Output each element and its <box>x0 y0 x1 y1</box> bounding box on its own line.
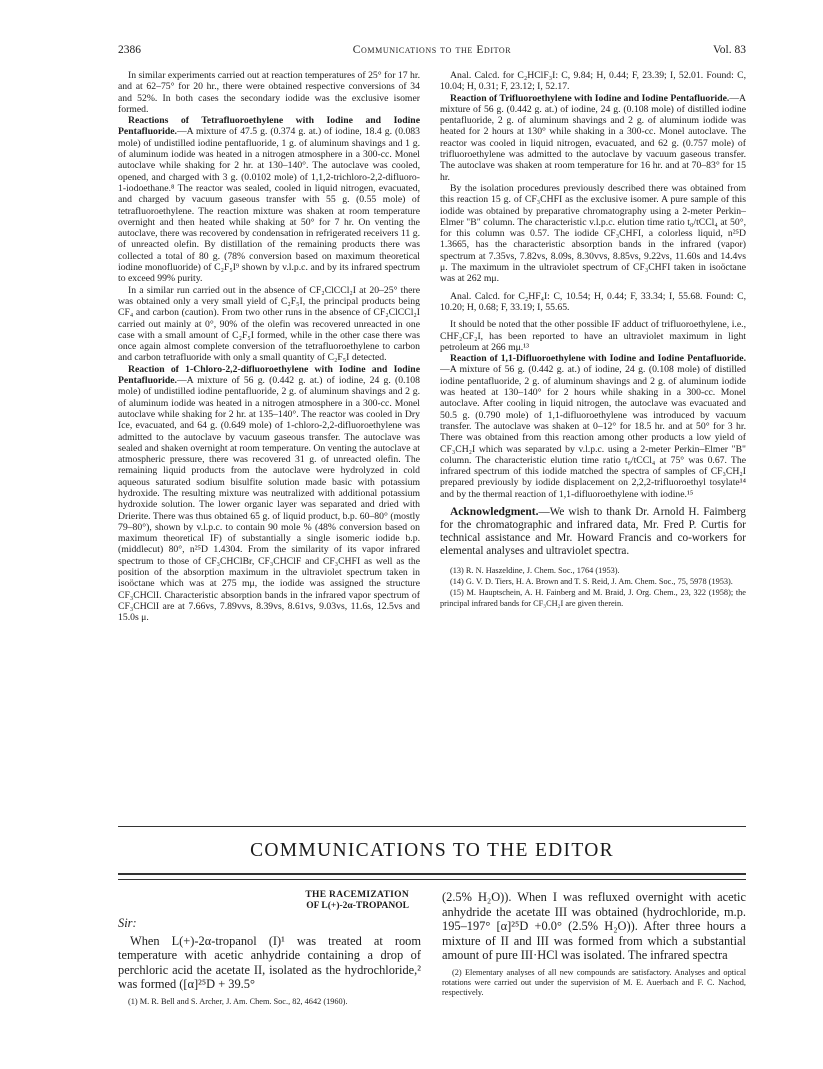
footnote: (1) M. R. Bell and S. Archer, J. Am. Chem. Soc., 82, 4642 (1960). <box>128 996 348 1006</box>
paragraph-text: By the isolation procedures previously described there was obtained from this reaction 15 g. of CF₃CHFI as the exclusive isomer. A pure sample of this iodide was obtained by preparative chromatography using a 2-meter Perkin–Elmer "B" column. The characteristic v.l.p.c. elution time ratio t₀/tCCl₄ at 50°, for this column was 0.57. The iodide CF₃CHFI, a colorless liquid, n²⁵D 1.3665, has the characteristic absorption bands in the infrared (vapor) spectrum at 7.35vs, 7.82vs, 8.09s, 8.30vvs, 8.85vs, 9.22vs, 11.60s and 14.4vs μ. The maximum in the ultraviolet spectrum of CF₃CHFI taken in isoöctane was at 262 mμ. <box>440 182 746 285</box>
section-rule-top <box>118 826 746 827</box>
paragraph-text: It should be noted that the other possible IF adduct of trifluoroethylene, i.e., CHF₂CF₂I, has been reported to have an ultraviolet maximum in light petroleum at 266 mμ.¹³ <box>440 319 746 353</box>
paragraph-text: In a similar run carried out in the absence of CF₂ClCCl₂I at 20–25° there was obtained only a very small yield of C₂F₅I, the principal products being CF₄ and carbon (caution). From two other runs in the absence of CF₂ClCCl₂I carried out mainly at 0°, 90% of the olefin was recovered unreacted in one case with a small amount of C₂F₅I formed, while in the other case there was once again almost complete conversion of the tetrafluoroethylene to carbon and carbon tetrafluoride with only a small quantity of C₂F₅I detected. <box>118 284 420 364</box>
running-title: Communications to the Editor <box>352 44 512 56</box>
volume-label: Vol. 83 <box>712 44 746 56</box>
paragraph-text: —A mixture of 56 g. (0.442 g. at.) of iodine, 24 g. (0.108 mole) of distilled iodine pentafluoride, 2 g. of aluminum shavings and 2 g. of aluminum iodide was heated for 2 hours at 130° while shaking in a 300-cc. Monel autoclave. The reactor was cooled in liquid nitrogen, evacuated, and 62 g. (0.757 mole) of trifluoroethylene was admitted to the autoclave by vacuum gaseous transfer. The autoclave was shaken at room temperature for 16 hr. and at 70–83° for 15 hr. <box>440 92 746 183</box>
section-rule-thin <box>118 879 746 880</box>
run-in-heading: Reaction of 1,1-Difluoroethylene with Iodine and Iodine Pentafluoride. <box>450 353 746 365</box>
run-in-heading: Reactions of Tetrafluoroethylene with Iodine and Iodine Pentafluoride. <box>118 115 420 138</box>
reference: (14) G. V. D. Tiers, H. A. Brown and T. S. Reid, J. Am. Chem. Soc., 75, 5978 (1953). <box>450 577 733 587</box>
paragraph-text: —A mixture of 56 g. (0.442 g. at.) of iodine, 24 g. (0.108 mole) of distilled iodine pentafluoride, 2 g. of aluminum shavings and 2 g. of aluminum iodide was heated at 130–140° for 2 hours while shaking in a 300-cc. Monel autoclave. After cooling in liquid nitrogen, the autoclave was evacuated and 50.5 g. (0.790 mole) of 1,1-difluoroethylene was introduced by vacuum transfer. The autoclave was shaken at 0–12° for 18.5 hr. and at 50° for 3 hr. There was obtained from this reaction among other products a low yield of CF₃CH₂I which was separated by v.l.p.c. using a 2-meter Perkin–Elmer "B" column. The characteristic elution time ratio t₀/tCCl₄ at 75° was 0.67. The infrared spectrum of this iodide matched the spectra of samples of CF₃CH₂I prepared previously by iodide displacement on 2,2,2-trifluoroethyl tosylate¹⁴ and by the thermal reaction of 1,1-difluoroethylene with iodine.¹⁵ <box>440 364 746 500</box>
left-column <box>118 70 420 750</box>
right-column <box>440 70 746 750</box>
article-left-column <box>118 890 421 1007</box>
paragraph <box>440 183 746 285</box>
article-title: THE RACEMIZATION <box>305 890 409 900</box>
section-rule-thick <box>118 873 746 875</box>
paragraph <box>440 291 746 314</box>
paragraph <box>440 70 746 93</box>
paragraph <box>440 319 746 353</box>
article-subtitle: OF L(+)-2α-TROPANOL <box>306 901 409 911</box>
reference-list <box>440 566 746 609</box>
reference: (13) R. N. Haszeldine, J. Chem. Soc., 1764 (1953). <box>450 565 620 575</box>
paragraph-text: —A mixture of 56 g. (0.442 g. at.) of iodine, 24 g. (0.108 mole) of undistilled iodine pentafluoride, 2 g. of aluminum shavings and 2 g. of aluminum iodide was heated in a nitrogen atmosphere in a 300-cc. Monel autoclave while shaking for 2 hr. at 135–140°. The reactor was cooled in Dry Ice, evacuated, and 64 g. (0.649 mole) of 1-chloro-2,2-difluoroethylene was admitted to the autoclave by vacuum gaseous transfer. The autoclave was sealed and shaken overnight at room temperature. On venting the autoclave at atmospheric pressure, there was recovered 31 g. of unreacted olefin. The remaining liquid products from the autoclave were hydrolyzed in cold aqueous saturated sodium bisulfite solution made basic with potassium hydroxide. The resulting mixture was neutralized with additional potassium hydroxide solution. The lower organic layer was separated and dried with Drierite. There was thus obtained 65 g. of liquid product, b.p. 60–80° (mostly 79–80°), shown by v.l.p.c. to contain 90 mole % (48% conversion based on maximum theoretical IF) of substantially a single isomeric iodide b.p. (middlecut) 80°, n²⁵D 1.4304. From the similarity of its vapor infrared spectrum to those of CF₃CHClBr, CF₃CHClF and CF₃CHFI as well as the position of the absorption maximum in the ultraviolet spectrum taken in isoöctane which was at 275 mμ, the iodide was assigned the structure CF₃CHClI. Characteristic absorption bands in the infrared vapor spectrum of CF₃CHClI are at 7.66vs, 7.89vvs, 8.39vs, 8.61vs, 9.03vs, 11.6s, 12.5vs and 15.0s μ. <box>118 375 420 624</box>
run-in-heading: Reaction of 1-Chloro-2,2-difluoroethylene with Iodine and Iodine Pentafluoride. <box>118 363 420 387</box>
paragraph <box>118 285 420 364</box>
paragraph <box>440 93 746 183</box>
acknowledgment-text: —We wish to thank Dr. Arnold H. Faimberg for the chromatographic and infrared data, Mr. Fred P. Curtis for technical assistance and Mr. Howard Francis and co-workers for elemental analyses and ultraviolet spectra. <box>440 505 746 557</box>
page-header <box>118 44 746 62</box>
article-text: When L(+)-2α-tropanol (I)¹ was treated at room temperature with acetic anhydride containing a drop of perchloric acid the acetate II, isolated as the hydrochloride,² was formed ([α]²⁵D + 39.5° <box>118 933 421 992</box>
page-number: 2386 <box>118 44 141 56</box>
salutation: Sir: <box>118 916 137 930</box>
paragraph-text: Anal. Calcd. for C₂HClF₃I: C, 9.84; H, 0.44; F, 23.39; I, 52.01. Found: C, 10.04; H, 0.31; F, 23.12; I, 52.17. <box>440 70 746 93</box>
reference: (15) M. Hauptschein, A. H. Fainberg and M. Braid, J. Org. Chem., 23, 322 (1958); the principal infrared bands for CF₃CH₂I are given therein. <box>440 588 746 608</box>
paragraph-text: Anal. Calcd. for C₂HF₄I: C, 10.54; H, 0.44; F, 33.34; I, 55.68. Found: C, 10.20; H, 0.68; F, 33.19; I, 55.65. <box>440 290 746 313</box>
acknowledgment-heading: Acknowledgment. <box>450 505 539 518</box>
run-in-heading: Reaction of Trifluoroethylene with Iodine and Iodine Pentafluoride. <box>450 92 730 104</box>
article-text: (2.5% H₂O)). When I was refluxed overnight with acetic anhydride the acetate III was obtained (hydrochloride, m.p. 195–197° [α]²⁵D +0.0° (2.5% H₂O)). After three hours a mixture of II and III was formed from which a substantial amount of pure III·HCl was isolated. The infrared spectra <box>442 890 746 963</box>
paragraph <box>118 364 420 624</box>
footnote: (2) Elementary analyses of all new compounds are satisfactory. Analyses and optical rotations were carried out under the supervision of M. E. Auerbach and F. C. Nachod, respectively. <box>442 967 746 997</box>
acknowledgment <box>440 506 746 558</box>
article-right-column <box>442 890 746 998</box>
paragraph-text: In similar experiments carried out at reaction temperatures of 25° for 17 hr. and at 62–75° for 20 hr., there were obtained respective conversions of 34 and 52%. In both cases the secondary iodide was the exclusive isomer formed. <box>118 70 420 115</box>
paragraph-text: —A mixture of 47.5 g. (0.374 g. at.) of iodine, 18.4 g. (0.083 mole) of undistilled iodine pentafluoride, 1 g. of aluminum shavings and 1 g. of aluminum iodide was heated in a nitrogen atmosphere in a 300-cc. Monel autoclave while shaking for 2 hr. at 130–140°. The autoclave was cooled, opened, and charged with 3 g. (0.0102 mole) of 1,1,2-trichloro-2,2-difluoro-1-iodoethane.⁸ The reactor was sealed, cooled in liquid nitrogen, evacuated, and charged by vacuum gaseous transfer with 55 g. (0.55 mole) of tetrafluoroethylene. The reaction mixture was shaken at room temperature overnight and then heated while shaking at 50° for 7 hr. On venting the autoclave, there was recovered by condensation in refrigerated receivers 11 g. of unreacted olefin. By distillation of the remaining products there was collected a total of 80 g. (78% conversion based on maximum theoretical iodine monofluoride) of C₂F₅I⁹ shown by v.l.p.c. and by its infrared spectrum to exceed 99% purity. <box>118 126 420 285</box>
paragraph <box>118 115 420 284</box>
paragraph <box>118 70 420 115</box>
section-title: COMMUNICATIONS TO THE EDITOR <box>250 840 614 861</box>
paragraph <box>440 353 746 500</box>
